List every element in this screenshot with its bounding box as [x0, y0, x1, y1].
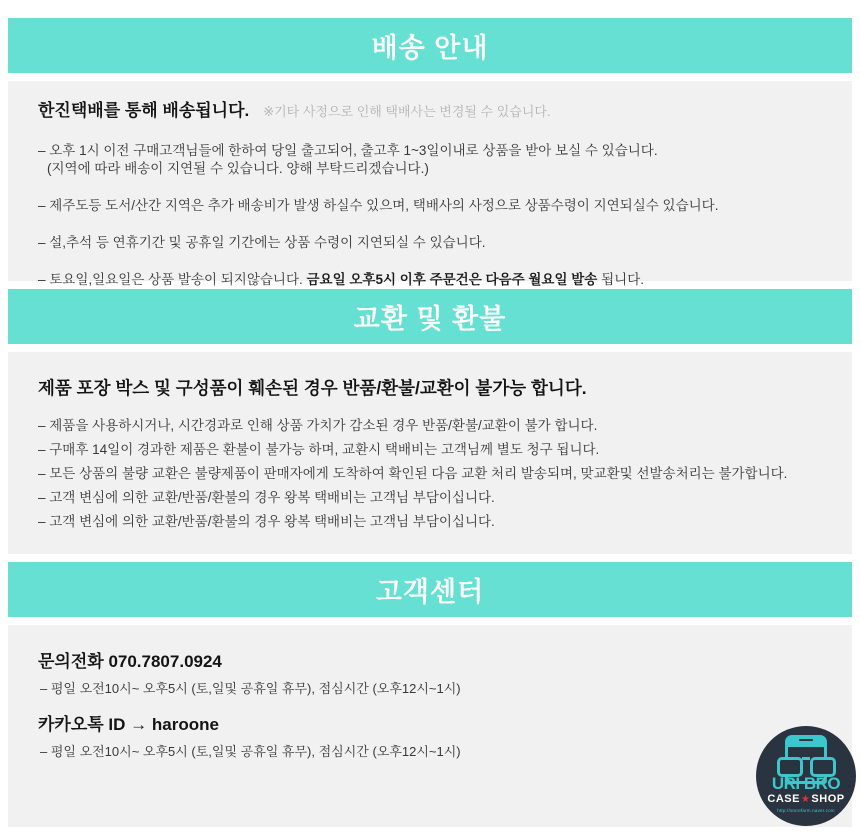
logo-tagline [756, 793, 856, 805]
shipping-heading: 한진택배를 통해 배송됩니다. [38, 101, 250, 120]
shipping-bullet-4-post: 됩니다. [597, 272, 644, 287]
shipping-bullet-4-bold: 금요일 오후5시 이후 주문건은 다음주 월요일 발송 [306, 272, 598, 287]
support-panel [8, 625, 852, 827]
exchange-panel [8, 352, 852, 554]
support-phone-row [38, 651, 832, 673]
support-section-header [8, 562, 852, 617]
logo-url: http://storefarm.naver.com [777, 808, 835, 813]
support-section-title: 고객센터 [375, 577, 485, 607]
shipping-bullet-1 [38, 142, 832, 178]
exchange-bullet-1: – 제품을 사용하시거나, 시간경과로 인해 상품 가치가 감소된 경우 반품/환불/교환이 불가 합니다. [38, 418, 598, 433]
support-kakao-id: haroone [151, 715, 219, 734]
shipping-heading-note: ※기타 사정으로 인해 택배사는 변경될 수 있습니다. [263, 104, 551, 119]
support-phone-number: 070.7807.0924 [108, 652, 222, 671]
shipping-bullet-3: – 설,추석 등 연휴기간 및 공휴일 기간에는 상품 수령이 지연되실 수 있습니다. [38, 235, 486, 250]
exchange-bullet-5: – 고객 변심에 의한 교환/반품/환불의 경우 왕복 택배비는 고객님 부담이십니다. [38, 514, 495, 529]
shipping-section-header [8, 18, 852, 73]
exchange-bullet-3: – 모든 상품의 불량 교환은 불량제품이 판매자에게 도착하여 확인된 다음 교환 처리 발송되며, 맞교환및 선발송처리는 불가합니다. [38, 466, 788, 481]
exchange-heading-row [38, 375, 832, 400]
shipping-panel [8, 81, 852, 287]
shipping-bullet-1-subtext: (지역에 따라 배송이 지연될 수 있습니다. 양해 부탁드리겠습니다.) [47, 161, 429, 176]
logo-tagline-shop: SHOP [811, 793, 845, 805]
support-phone-hours: – 평일 오전10시~ 오후5시 (토,일및 공휴일 휴무), 점심시간 (오후12시~1시) [40, 681, 461, 696]
shipping-bullet-4-pre: – 토요일,일요일은 상품 발송이 되지않습니다. [38, 272, 307, 287]
exchange-bullet-4: – 고객 변심에 의한 교환/반품/환불의 경우 왕복 택배비는 고객님 부담이십니다. [38, 490, 495, 505]
shipping-section-title: 배송 안내 [371, 33, 489, 63]
exchange-bullet-2: – 구매후 14일이 경과한 제품은 환불이 불가능 하며, 교환시 택배비는 고객님께 별도 청구 됩니다. [38, 442, 600, 457]
logo-tagline-case: CASE [767, 793, 800, 805]
shipping-bullet-4 [38, 271, 832, 289]
support-kakao-hours: – 평일 오전10시~ 오후5시 (토,일및 공휴일 휴무), 점심시간 (오후12시~1시) [40, 744, 461, 759]
shipping-bullet-1-text: – 오후 1시 이전 구매고객님들에 한하여 당일 출고되어, 출고후 1~3일이내로 상품을 받아 보실 수 있습니다. [38, 143, 658, 158]
shipping-heading-row [38, 96, 832, 121]
exchange-section-title: 교환 및 환불 [353, 304, 507, 334]
support-phone-label: 문의전화 [38, 652, 104, 671]
support-kakao-row [38, 714, 832, 736]
uri-bro-shop-logo [756, 726, 856, 826]
shipping-bullet-2: – 제주도등 도서/산간 지역은 추가 배송비가 발생 하실수 있으며, 택배사의 사정으로 상품수령이 지연되실수 있습니다. [38, 198, 719, 213]
exchange-heading: 제품 포장 박스 및 구성품이 훼손된 경우 반품/환불/교환이 불가능 합니다. [38, 378, 587, 398]
exchange-section-header [8, 289, 852, 344]
logo-brand-name: URI BRO [771, 774, 841, 793]
support-kakao-label: 카카오톡 ID [38, 715, 126, 734]
arrow-right-icon: → [130, 715, 148, 734]
phone-speaker-notch [799, 739, 813, 741]
star-icon: ★ [800, 794, 811, 805]
glasses-bridge [802, 757, 810, 760]
